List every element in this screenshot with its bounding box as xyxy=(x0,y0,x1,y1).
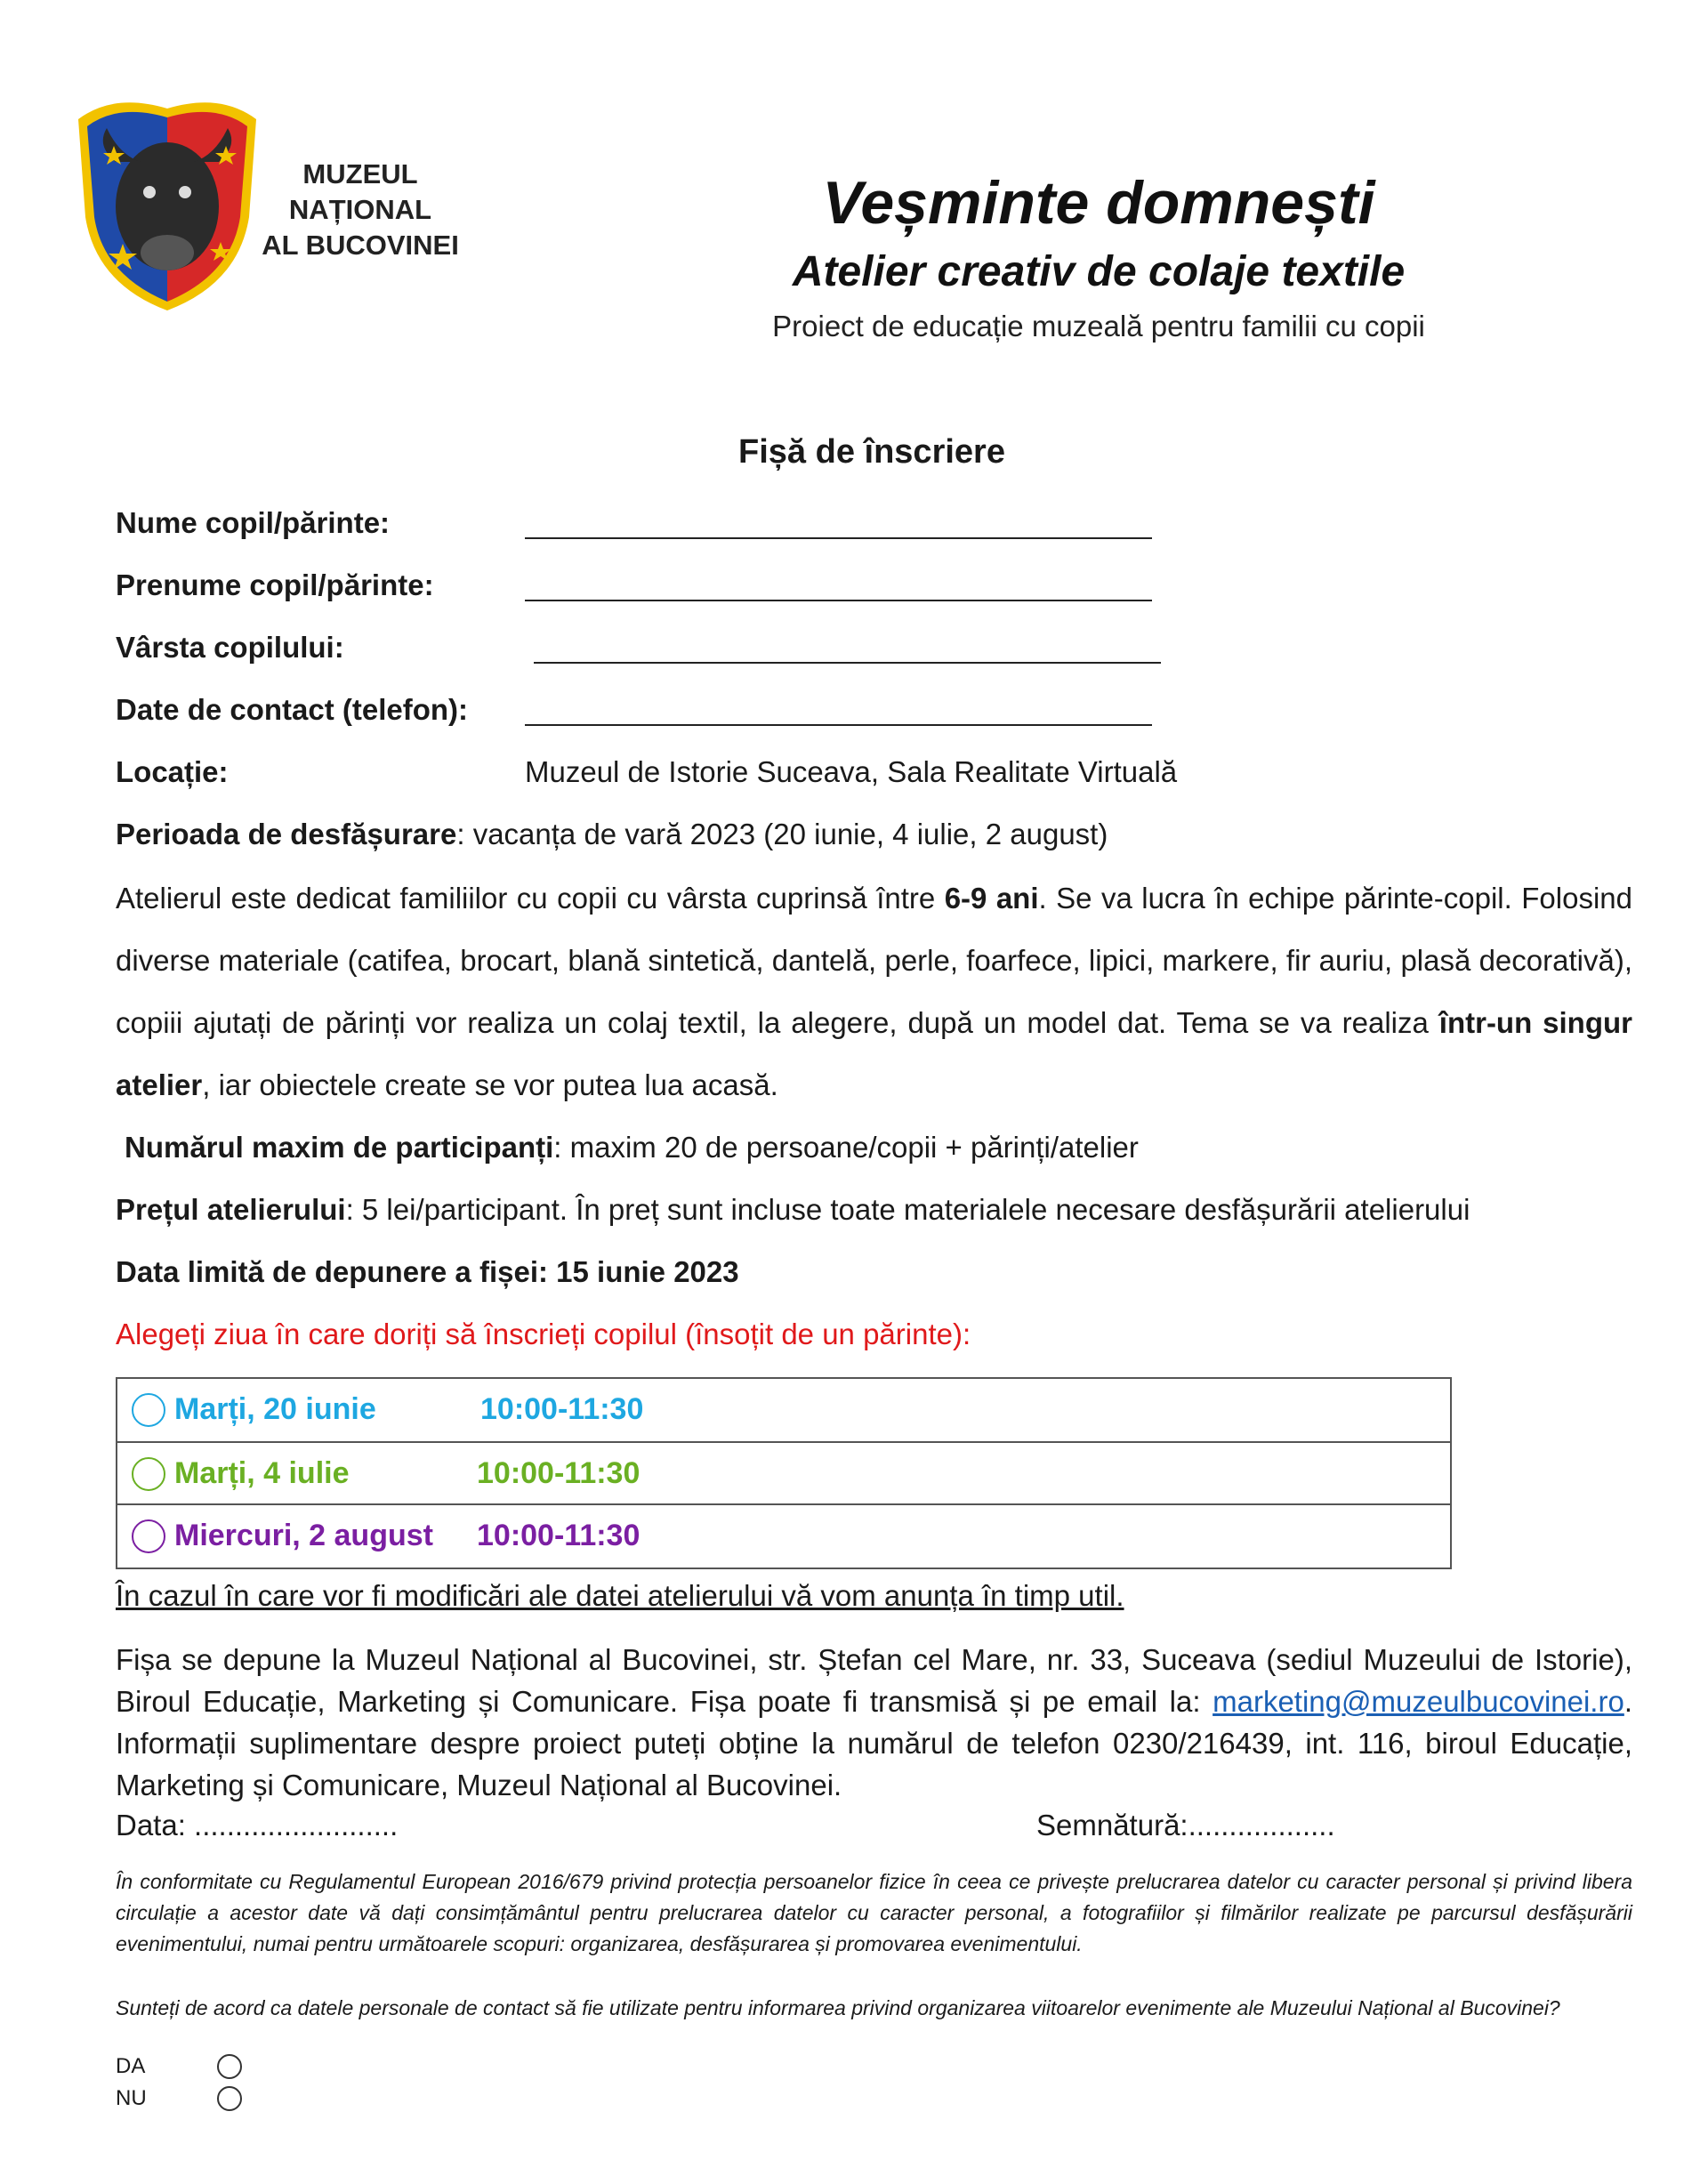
change-note: În cazul în care vor fi modificări ale datei atelierului vă vom anunța în timp util. xyxy=(116,1579,1124,1612)
signature-line: Semnătură:.................. xyxy=(1036,1809,1335,1842)
description-age: 6-9 ani xyxy=(944,882,1039,915)
coat-of-arms-icon xyxy=(60,93,274,315)
description-paragraph xyxy=(116,867,1632,1116)
field-label-first-name: Prenume copil/părinte: xyxy=(116,568,434,601)
email-link[interactable]: marketing@muzeulbucovinei.ro xyxy=(1213,1685,1624,1718)
max-participants-value: : maxim 20 de persoane/copii + părinți/atelier xyxy=(553,1131,1139,1164)
price-row xyxy=(116,1190,1470,1229)
document-subtitle: Atelier creativ de colaje textile xyxy=(792,248,1406,295)
date-option-time: 10:00-11:30 xyxy=(477,1519,640,1552)
date-option-time: 10:00-11:30 xyxy=(477,1456,640,1490)
date-line: Data: ......................... xyxy=(116,1809,399,1842)
museum-name-line3: AL BUCOVINEI xyxy=(262,230,459,261)
max-participants-label: Numărul maxim de participanți xyxy=(125,1131,554,1164)
field-line-contact[interactable] xyxy=(525,724,1152,726)
submission-text-2: . Informații suplimentare despre proiect puteți obține la numărul de telefon 0230/216439, int. 116, biroul Educație, Marketing și Comunicare, Muzeul Național al Bucovinei. xyxy=(116,1685,1632,1801)
project-description: Proiect de educație muzeală pentru familii cu copii xyxy=(772,310,1425,343)
museum-name-line2: NAȚIONAL xyxy=(288,194,432,225)
date-option-20-iunie[interactable] xyxy=(117,1379,1450,1443)
location-value: Muzeul de Istorie Suceava, Sala Realitate Virtuală xyxy=(525,755,1178,788)
deadline: Data limită de depunere a fișei: 15 iunie 2023 xyxy=(116,1255,739,1288)
dates-table xyxy=(116,1377,1452,1569)
date-option-day: Miercuri, 2 august xyxy=(174,1519,433,1552)
field-line-first-name[interactable] xyxy=(525,600,1152,601)
submission-info xyxy=(116,1639,1632,1806)
consent-question: Sunteți de acord ca datele personale de contact să fie utilizate pentru informarea privind organizarea viitoarelor evenimente ale Muzeului Național al Bucovinei? xyxy=(116,1996,1560,2019)
consent-yes-label: DA xyxy=(116,2054,146,2078)
museum-name xyxy=(254,157,467,263)
consent-no-label: NU xyxy=(116,2086,147,2110)
consent-yes-radio-icon[interactable] xyxy=(217,2054,242,2079)
date-option-day: Marți, 20 iunie xyxy=(174,1392,376,1426)
document-title: Veșminte domnești xyxy=(822,169,1375,237)
field-line-last-name[interactable] xyxy=(525,537,1152,539)
date-option-2-august[interactable] xyxy=(117,1503,1450,1568)
submission-text-1: Fișa se depune la Muzeul Național al Bucovinei, str. Ștefan cel Mare, nr. 33, Suceava (sediul Muzeului de Istorie), Biroul Educație, Marketing și Comunicare. Fișa poate fi transmisă și pe email la: xyxy=(116,1643,1632,1718)
radio-circle-icon[interactable] xyxy=(132,1457,165,1491)
field-label-last-name: Nume copil/părinte: xyxy=(116,506,391,539)
period-value: : vacanța de vară 2023 (20 iunie, 4 iulie, 2 august) xyxy=(456,818,1108,850)
radio-circle-icon[interactable] xyxy=(132,1519,165,1553)
period-row xyxy=(116,815,1108,854)
museum-logo xyxy=(60,93,274,315)
period-label: Perioada de desfășurare xyxy=(116,818,457,850)
form-title: Fișă de înscriere xyxy=(738,433,1005,471)
price-label: Prețul atelierului xyxy=(116,1193,346,1226)
location-label: Locație: xyxy=(116,755,229,788)
max-participants-row xyxy=(125,1128,1139,1167)
price-value: : 5 lei/participant. În preț sunt incluse toate materialele necesare desfășurării atelierului xyxy=(345,1193,1470,1226)
field-label-age: Vârsta copilului: xyxy=(116,631,344,664)
description-text-1: Atelierul este dedicat familiilor cu copii cu vârsta cuprinsă între xyxy=(116,882,945,915)
choose-day-instruction: Alegeți ziua în care doriți să înscrieți copilul (însoțit de un părinte): xyxy=(116,1318,971,1350)
description-single-workshop: într-un singur atelier xyxy=(116,1006,1632,1101)
field-line-age[interactable] xyxy=(534,662,1161,664)
gdpr-notice: În conformitate cu Regulamentul European 2016/679 privind protecția persoanelor fizice în ceea ce privește prelucrarea datelor cu caracter personal și privind libera circulație a acestor date vă dați consimțământul pentru prelucrarea datelor cu caracter personal, a fotografiilor și filmărilor realizate pe parcursul desfășurării evenimentului, numai pentru următoarele scopuri: organizarea, desfășurarea și promovarea evenimentului. xyxy=(116,1870,1632,1955)
description-text-2: . Se va lucra în echipe părinte-copil. Folosind diverse materiale (catifea, brocart, blană sintetică, dantelă, perle, foarfece, lipici, markere, fir auriu, plasă decorativă), copiii ajutați de părinți vor realiza un colaj textil, la alegere, după un model dat. Tema se va realiza xyxy=(116,882,1632,1039)
field-label-contact: Date de contact (telefon): xyxy=(116,693,469,726)
description-text-3: , iar obiectele create se vor putea lua acasă. xyxy=(202,1068,778,1101)
museum-name-line1: MUZEUL xyxy=(302,158,418,189)
date-option-4-iulie[interactable] xyxy=(117,1441,1450,1505)
date-option-time: 10:00-11:30 xyxy=(480,1392,644,1426)
consent-no-radio-icon[interactable] xyxy=(217,2086,242,2111)
date-option-day: Marți, 4 iulie xyxy=(174,1456,350,1490)
radio-circle-icon[interactable] xyxy=(132,1393,165,1427)
